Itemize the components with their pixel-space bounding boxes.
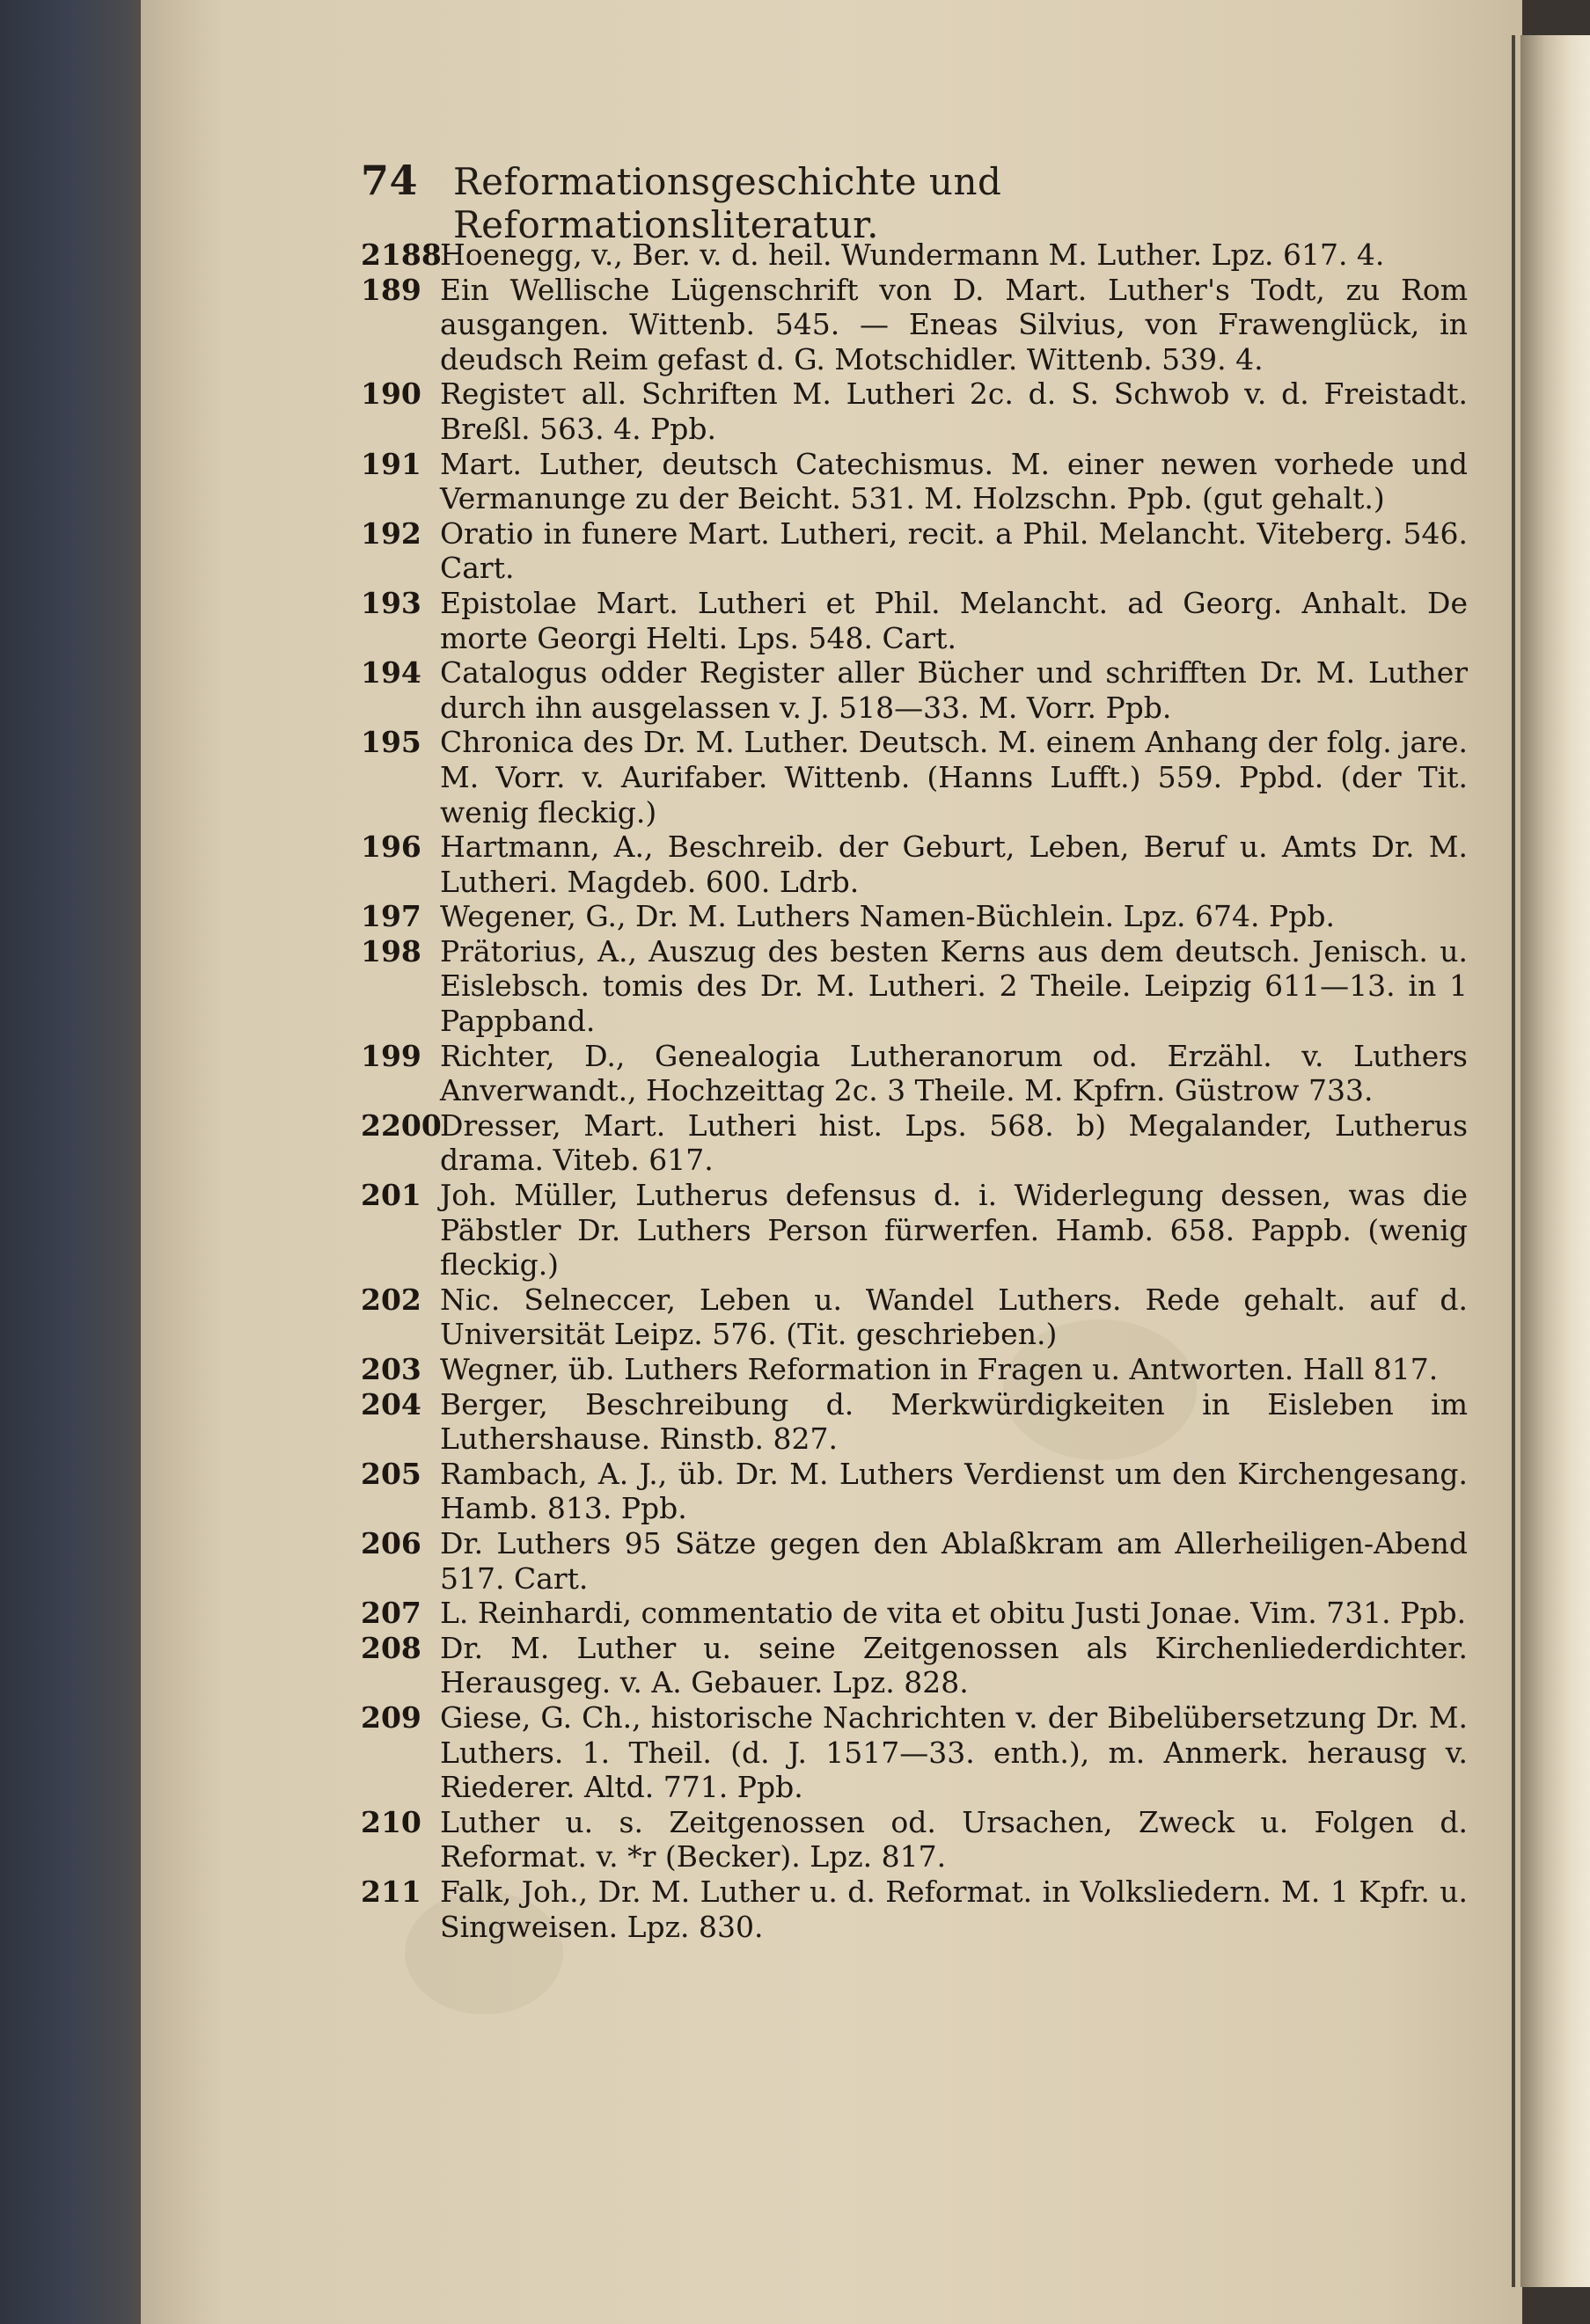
entry-number: 206 [361, 1525, 421, 1560]
entry-text: Oratio in funere Mart. Lutheri, recit. a Phil. Melancht. Viteberg. 546. Cart. [440, 515, 1468, 586]
entry-text: Wegener, G., Dr. M. Luthers Namen-Büchlein. Lpz. 674. Ppb. [440, 899, 1335, 934]
entry-number: 2200 [361, 1107, 442, 1143]
entry-text: Catalogus odder Register aller Bücher und schrifften Dr. M. Luther durch ihn ausgelassen v. J. 518—33. M. Vorr. Ppb. [440, 655, 1468, 725]
catalog-entry [361, 1178, 1468, 1283]
catalog-entry [361, 1457, 1468, 1526]
catalog-entry [361, 934, 1468, 1039]
catalog-entry [361, 1875, 1468, 1944]
entry-number: 199 [361, 1038, 421, 1073]
entry-text: Nic. Selneccer, Leben u. Wandel Luthers. Rede gehalt. auf d. Universität Leipz. 576. (Tit. geschrieben.) [440, 1282, 1468, 1352]
entry-number: 203 [361, 1352, 421, 1386]
entry-number: 192 [361, 515, 421, 551]
entry-text: Rambach, A. J., üb. Dr. M. Luthers Verdienst um den Kirchengesang. Hamb. 813. Ppb. [440, 1456, 1468, 1526]
entry-text: Epistolae Mart. Lutheri et Phil. Melancht. ad Georg. Anhalt. De morte Georgi Helti. Lps. 548. Cart. [440, 585, 1468, 655]
entry-text: Registeτ all. Schriften M. Lutheri 2c. d. S. Schwob v. d. Freistadt. Breßl. 563. 4. Ppb. [440, 376, 1468, 446]
entry-number: 191 [361, 446, 421, 481]
catalog-entry [361, 238, 1468, 273]
entry-number: 193 [361, 585, 421, 620]
page-fore-edge [1520, 35, 1590, 2287]
entry-text: Giese, G. Ch., historische Nachrichten v. der Bibelübersetzung Dr. M. Luthers. 1. Theil. (d. J. 1517—33. enth.), m. Anmerk. herausg v. Riederer. Altd. 771. Ppb. [440, 1699, 1468, 1805]
entry-number: 201 [361, 1178, 421, 1213]
catalog-entry [361, 1283, 1468, 1352]
catalog-entry [361, 586, 1468, 655]
entry-text: Chronica des Dr. M. Luther. Deutsch. M. einem Anhang der folg. jare. M. Vorr. v. Aurifaber. Wittenb. (Hanns Lufft.) 559. Ppbd. (der Tit. wenig fleckig.) [440, 725, 1468, 829]
entry-number: 207 [361, 1596, 421, 1631]
entry-number: 208 [361, 1630, 421, 1665]
entry-text: Ein Wellische Lügenschrift von D. Mart. Luther's Todt, zu Rom ausgangen. Wittenb. 545. — Eneas Silvius, von Frawenglück, in deudsch Reim gefast d. G. Motschidler. Wittenb. 539. 4. [440, 272, 1468, 376]
entry-text: Hartmann, A., Beschreib. der Geburt, Leben, Beruf u. Amts Dr. M. Lutheri. Magdeb. 600. Ldrb. [440, 829, 1468, 899]
entry-text: Berger, Beschreibung d. Merkwürdigkeiten in Eisleben im Luthershause. Rinstb. 827. [440, 1386, 1468, 1457]
catalog-entry [361, 725, 1468, 829]
entry-number: 204 [361, 1386, 421, 1421]
catalog-entry [361, 447, 1468, 516]
entry-number: 209 [361, 1699, 421, 1735]
catalog-entry [361, 655, 1468, 725]
entry-text: Joh. Müller, Lutherus defensus d. i. Widerlegung dessen, was die Päbstler Dr. Luthers Person fürwerfen. Hamb. 658. Pappb. (wenig fleckig.) [440, 1178, 1468, 1283]
entry-number: 210 [361, 1804, 421, 1839]
entry-text: Prätorius, A., Auszug des besten Kerns aus dem deutsch. Jenisch. u. Eislebsch. tomis des Dr. M. Lutheri. 2 Theile. Leipzig 611—13. in 1 Pappband. [440, 933, 1468, 1039]
entry-number: 197 [361, 899, 421, 934]
entry-number: 202 [361, 1282, 421, 1317]
entry-number: 198 [361, 933, 421, 968]
entry-text: Dresser, Mart. Lutheri hist. Lps. 568. b) Megalander, Lutherus drama. Viteb. 617. [440, 1107, 1468, 1178]
entry-text: Dr. M. Luther u. seine Zeitgenossen als Kirchenliederdichter. Herausgeg. v. A. Gebauer. Lpz. 828. [440, 1630, 1468, 1700]
entry-number: 2188 [361, 238, 442, 272]
entry-number: 195 [361, 725, 421, 760]
catalog-entry [361, 376, 1468, 446]
catalog-entry [361, 1596, 1468, 1631]
entry-text: Luther u. s. Zeitgenossen od. Ursachen, Zweck u. Folgen d. Reformat. v. *r (Becker). Lpz. 817. [440, 1804, 1468, 1875]
catalog-entry [361, 1352, 1468, 1387]
entry-text: Richter, D., Genealogia Lutheranorum od. Erzähl. v. Luthers Anverwandt., Hochzeittag 2c. 3 Theile. M. Kpfrn. Güstrow 733. [440, 1038, 1468, 1108]
catalog-entry [361, 899, 1468, 934]
running-title: Reformationsgeschichte und Reformationsliteratur. [453, 160, 1002, 246]
catalog-entry [361, 1387, 1468, 1457]
entry-text: Mart. Luther, deutsch Catechismus. M. einer newen vorhede und Vermanunge zu der Beicht. 531. M. Holzschn. Ppb. (gut gehalt.) [440, 446, 1468, 516]
entry-number: 189 [361, 272, 421, 307]
catalog-entry [361, 1805, 1468, 1875]
entry-text: Falk, Joh., Dr. M. Luther u. d. Reformat. in Volksliedern. M. 1 Kpfr. u. Singweisen. Lpz. 830. [440, 1874, 1468, 1944]
entry-number: 194 [361, 655, 421, 691]
catalog-entry [361, 1631, 1468, 1700]
entry-number: 205 [361, 1456, 421, 1491]
catalog-entry [361, 1108, 1468, 1178]
entry-number: 196 [361, 829, 421, 865]
catalog-entry [361, 1526, 1468, 1596]
catalog-entry [361, 829, 1468, 899]
page-edge-shadow [1512, 35, 1515, 2287]
catalog-entry [361, 1700, 1468, 1805]
catalog-entry [361, 1039, 1468, 1108]
catalog-entry [361, 273, 1468, 377]
page-number: 74 [361, 157, 419, 204]
entry-number: 190 [361, 376, 421, 412]
entry-text: L. Reinhardi, commentatio de vita et obitu Justi Jonae. Vim. 731. Ppb. [440, 1596, 1467, 1631]
entry-number: 211 [361, 1874, 421, 1909]
page-header [361, 157, 1346, 246]
catalog-entries [361, 238, 1468, 1944]
entry-text: Dr. Luthers 95 Sätze gegen den Ablaßkram am Allerheiligen-Abend 517. Cart. [440, 1525, 1468, 1596]
catalog-entry [361, 516, 1468, 586]
entry-text: Hoenegg, v., Ber. v. d. heil. Wundermann M. Luther. Lpz. 617. 4. [440, 238, 1385, 272]
book-binding [0, 0, 154, 2324]
entry-text: Wegner, üb. Luthers Reformation in Fragen u. Antworten. Hall 817. [440, 1352, 1439, 1386]
